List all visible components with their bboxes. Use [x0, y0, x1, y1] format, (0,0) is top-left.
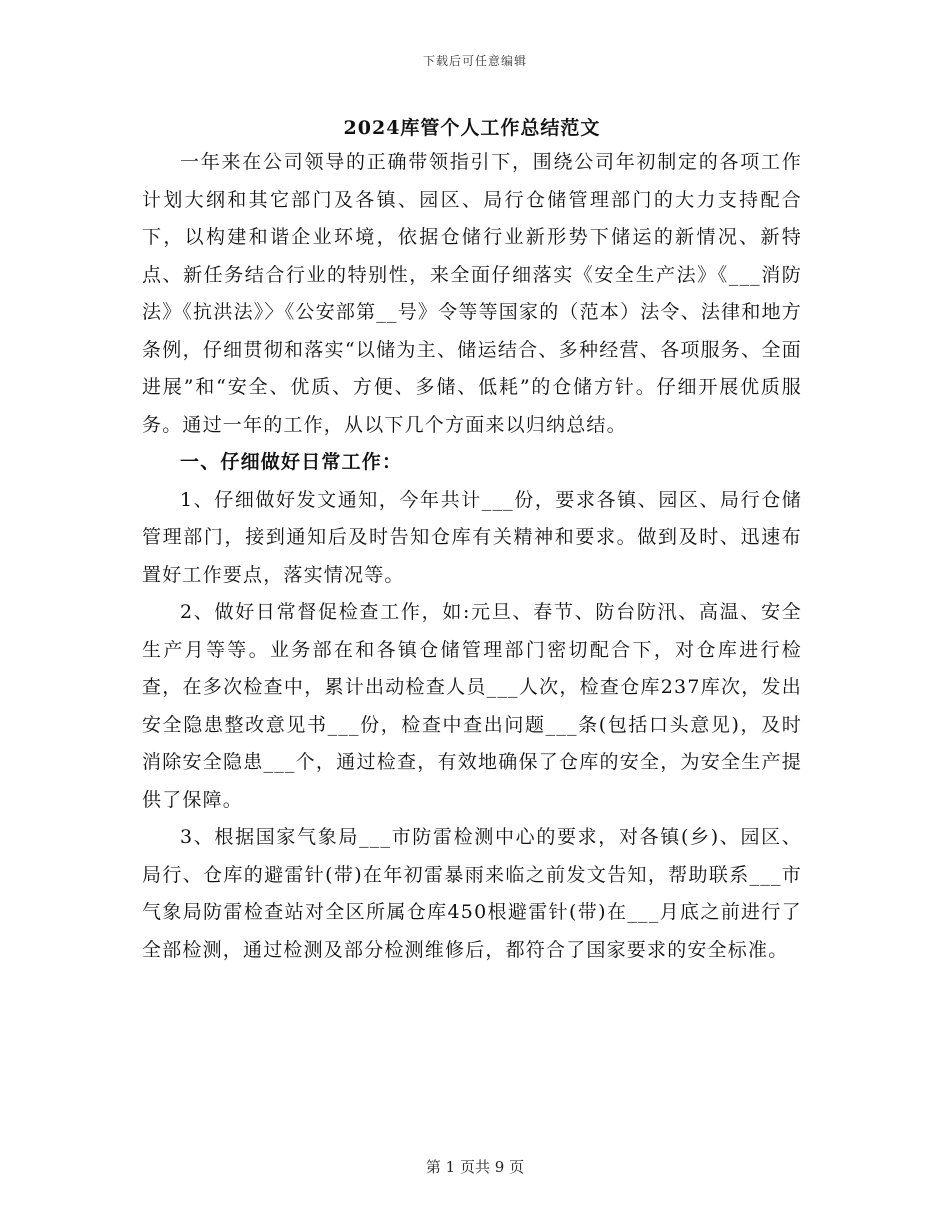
- list-item-2: 2、做好日常督促检查工作，如:元旦、春节、防台防汛、高温、安全生产月等等。业务部在和各镇仓储管理部门密切配合下，对仓库进行检查，在多次检查中，累计出动检查人员___人次，检查仓库237库次，发出安全隐患整改意见书___份，检查中查出问题___条(包括口头意见)，及时消除安全隐患___个，通过检查，有效地确保了仓库的安全，为安全生产提供了保障。: [142, 601, 802, 811]
- list-item-3: 3、根据国家气象局___市防雷检测中心的要求，对各镇(乡)、园区、局行、仓库的避雷针(带)在年初雷暴雨来临之前发文告知，帮助联系___市气象局防雷检查站对全区所属仓库450根避雷针(带)在___月底之前进行了全部检测，通过检测及部分检测维修后，都符合了国家要求的安全标准。: [142, 826, 802, 961]
- page-header-note: 下载后可任意编辑: [422, 54, 527, 68]
- list-item-1: 1、仔细做好发文通知，今年共计___份，要求各镇、园区、局行仓储管理部门，接到通知后及时告知仓库有关精神和要求。做到及时、迅速布置好工作要点，落实情况等。: [142, 488, 802, 586]
- document-title: 2024库管个人工作总结范文: [343, 117, 601, 139]
- document-body: [142, 112, 802, 969]
- intro-paragraph: 一年来在公司领导的正确带领指引下，围绕公司年初制定的各项工作计划大纲和其它部门及各镇、园区、局行仓储管理部门的大力支持配合下，以构建和谐企业环境，依据仓储行业新形势下储运的新情况、新特点、新任务结合行业的特别性，来全面仔细落实《安全生产法》《___消防法》《抗洪法》〉《公安部第__号》令等等国家的（范本）法令、法律和地方条例，仔细贯彻和落实“以储为主、储运结合、多种经营、各项服务、全面进展”和“安全、优质、方便、多储、低耗”的仓储方针。仔细开展优质服务。通过一年的工作，从以下几个方面来以归纳总结。: [142, 151, 802, 436]
- page-number: 第 1 页共 9 页: [425, 1158, 525, 1176]
- section-heading-1: 一、仔细做好日常工作：: [180, 451, 403, 473]
